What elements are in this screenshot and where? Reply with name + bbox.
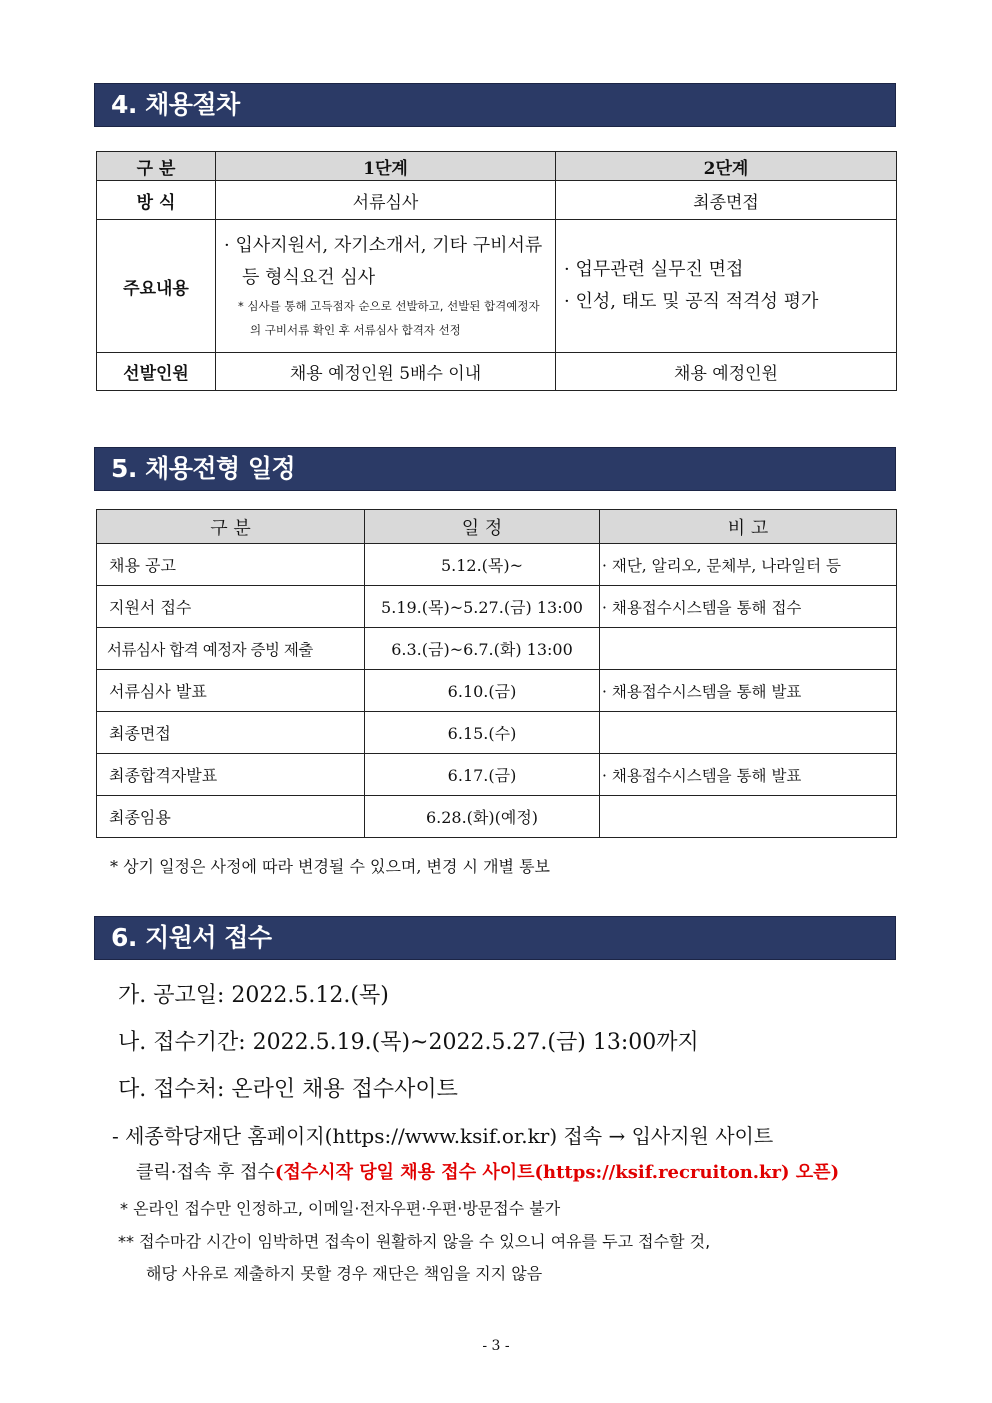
- stage2-select: 채용 예정인원: [556, 353, 897, 391]
- homepage-line: - 세종학당재단 홈페이지(https://www.ksif.or.kr) 접속 → 입사지원 사이트: [112, 1124, 774, 1148]
- schedule-item: 최종합격자발표: [97, 754, 365, 796]
- schedule-item: 채용 공고: [97, 544, 365, 586]
- apply-place: 다. 접수처: 온라인 채용 접수사이트: [118, 1077, 458, 1102]
- schedule-table: [96, 509, 897, 838]
- stage2-content: [556, 220, 897, 353]
- section-4-header: 4. 채용절차: [94, 83, 896, 127]
- schedule-item: 최종면접: [97, 712, 365, 754]
- col-date: 일 정: [365, 510, 600, 544]
- col-gubun: 구 분: [97, 152, 216, 181]
- schedule-item: 최종임용: [97, 796, 365, 838]
- section-6-header: 6. 지원서 접수: [94, 916, 896, 960]
- stage1-select: 채용 예정인원 5배수 이내: [216, 353, 556, 391]
- stage2-bullet-1: · 업무관련 실무진 면접: [564, 259, 744, 280]
- schedule-date: 6.10.(금): [365, 670, 600, 712]
- stage1-method: 서류심사: [216, 181, 556, 220]
- table-row: [97, 586, 897, 628]
- row-label-select: 선발인원: [97, 353, 216, 391]
- schedule-date: 6.15.(수): [365, 712, 600, 754]
- table-row: [97, 754, 897, 796]
- stage1-note: * 심사를 통해 고득점자 순으로 선발하고, 선발된 합격예정자의 구비서류 확인 후 서류심사 합격자 선정: [238, 299, 540, 337]
- table-row: [97, 544, 897, 586]
- online-only-note: * 온라인 접수만 인정하고, 이메일·전자우편·우편·방문접수 불가: [120, 1199, 561, 1218]
- table-row: [97, 712, 897, 754]
- schedule-note: · 채용접수시스템을 통해 발표: [600, 670, 897, 712]
- schedule-date: 5.12.(목)~: [365, 544, 600, 586]
- col-note: 비 고: [600, 510, 897, 544]
- schedule-note: · 채용접수시스템을 통해 접수: [600, 586, 897, 628]
- schedule-date: 6.17.(금): [365, 754, 600, 796]
- stage2-bullet-2: · 인성, 태도 및 공직 적격성 평가: [564, 291, 819, 312]
- schedule-item: 서류심사 발표: [97, 670, 365, 712]
- schedule-note: · 채용접수시스템을 통해 발표: [600, 754, 897, 796]
- schedule-note: [600, 628, 897, 670]
- schedule-date: 5.19.(목)~5.27.(금) 13:00: [365, 586, 600, 628]
- table-row: [97, 670, 897, 712]
- row-label-content: 주요내용: [97, 220, 216, 353]
- deadline-note: ** 접수마감 시간이 임박하면 접속이 원활하지 않을 수 있으니 여유를 두고 접수할 것,: [118, 1232, 711, 1251]
- row-label-method: 방 식: [97, 181, 216, 220]
- table-row: [97, 628, 897, 670]
- page-number: - 3 -: [482, 1338, 510, 1354]
- recruit-site-notice: (접수시작 당일 채용 접수 사이트(https://ksif.recruiton.kr) 오픈): [274, 1162, 840, 1183]
- stage2-method: 최종면접: [556, 181, 897, 220]
- col-gubun: 구 분: [97, 510, 365, 544]
- apply-line: [136, 1158, 839, 1184]
- col-stage2: 2단계: [556, 152, 897, 181]
- apply-text: 클릭·접속 후 접수: [136, 1162, 275, 1183]
- stage1-content: [216, 220, 556, 353]
- announce-date: 가. 공고일: 2022.5.12.(목): [118, 983, 389, 1008]
- section-5-header: 5. 채용전형 일정: [94, 447, 896, 491]
- recruitment-procedure-table: [96, 151, 897, 391]
- schedule-footnote: * 상기 일정은 사정에 따라 변경될 수 있으며, 변경 시 개별 통보: [110, 857, 550, 876]
- table-row: [97, 796, 897, 838]
- schedule-note: [600, 796, 897, 838]
- schedule-date: 6.28.(화)(예정): [365, 796, 600, 838]
- schedule-note: [600, 712, 897, 754]
- col-stage1: 1단계: [216, 152, 556, 181]
- schedule-note: · 재단, 알리오, 문체부, 나라일터 등: [600, 544, 897, 586]
- apply-period: 나. 접수기간: 2022.5.19.(목)~2022.5.27.(금) 13:00까지: [118, 1030, 699, 1055]
- schedule-item: 지원서 접수: [97, 586, 365, 628]
- schedule-item: 서류심사 합격 예정자 증빙 제출: [97, 628, 365, 670]
- stage1-bullet: · 입사지원서, 자기소개서, 기타 구비서류 등 형식요건 심사: [224, 235, 543, 288]
- deadline-note-2: 해당 사유로 제출하지 못할 경우 재단은 책임을 지지 않음: [146, 1264, 543, 1283]
- schedule-date: 6.3.(금)~6.7.(화) 13:00: [365, 628, 600, 670]
